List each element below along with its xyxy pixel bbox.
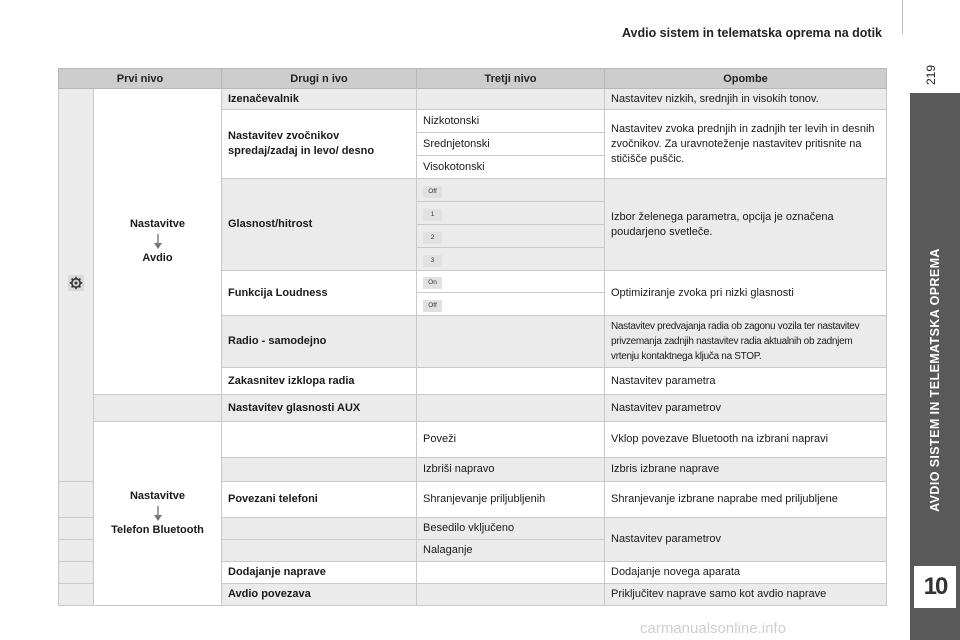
icon-column-spacer: [59, 482, 94, 518]
balance-option-mid: Srednjetonski: [417, 133, 605, 156]
volume-option-3-chip: 3: [423, 255, 442, 267]
table-header-row: [59, 69, 887, 89]
volume-option-3: [417, 248, 605, 271]
header-notes: Opombe: [605, 69, 887, 89]
header-divider: [902, 0, 903, 34]
delay-note: Nastavitev parametra: [605, 368, 887, 395]
bt-delete-device: Izbriši napravo: [417, 458, 605, 482]
icon-column-spacer: [59, 584, 94, 606]
bt-level2-empty: [222, 540, 417, 562]
bt-connect: Poveži: [417, 422, 605, 458]
settings-gear-icon: [68, 275, 84, 291]
bt-level2-empty: [222, 422, 417, 458]
balance-note: Nastavitev zvoka prednjih in zadnjih ter levih in desnih zvočnikov. Za uravnoteženje nastavitev pritisnite na stičišče puščic.: [605, 110, 887, 179]
delay-level3-empty: [417, 368, 605, 395]
arrow-down-icon: [153, 506, 163, 522]
page-header-title: Avdio sistem in telematska oprema na dotik: [621, 26, 882, 40]
loudness-option-on-chip: On: [423, 277, 442, 289]
aux-note: Nastavitev parametrov: [605, 395, 887, 422]
loudness-note: Optimiziranje zvoka pri nizki glasnosti: [605, 271, 887, 316]
bt-save-favorites: Shranjevanje priljubljenih: [417, 482, 605, 518]
bt-delete-device-note: Izbris izbrane naprave: [605, 458, 887, 482]
level1-audio-bottom: Avdio: [142, 252, 173, 264]
bt-level2-empty: [222, 458, 417, 482]
equalizer-label: Izenačevalnik: [222, 89, 417, 110]
header-level2: Drugi n ivo: [222, 69, 417, 89]
volume-option-off-chip: Off: [423, 186, 442, 198]
balance-label: Nastavitev zvočnikov spredaj/zadaj in levo/ desno: [222, 110, 417, 179]
volume-option-1-chip: 1: [423, 209, 442, 221]
volume-option-1: [417, 202, 605, 225]
volume-option-2: [417, 225, 605, 248]
volume-option-2-chip: 2: [423, 232, 442, 244]
arrow-down-icon: [153, 234, 163, 250]
chapter-number: 10: [914, 566, 956, 608]
add-device-level3-empty: [417, 562, 605, 584]
audio-link-note: Priključitev naprave samo kot avdio naprave: [605, 584, 887, 606]
icon-column-spacer: [59, 562, 94, 584]
volume-note: Izbor želenega parametra, opcija je označena poudarjeno svetleče.: [605, 179, 887, 271]
page-number: 219: [924, 64, 938, 86]
level1-audio-spacer: [94, 395, 222, 422]
bt-text-enabled-note: Nastavitev parametrov: [605, 518, 887, 562]
delay-label: Zakasnitev izklopa radia: [222, 368, 417, 395]
radio-auto-note: Nastavitev predvajanja radia ob zagonu vozila ter nastavitev privzemanja zadnjih nastavitev radia aktualnih ob zadnjem vrtenju kontaktnega ključa na STOP.: [605, 316, 887, 368]
table-row: [59, 422, 887, 458]
bt-level2-empty: [222, 518, 417, 540]
loudness-option-off: [417, 293, 605, 316]
loudness-option-off-chip: Off: [423, 300, 442, 312]
table-row: [59, 89, 887, 110]
volume-option-off: [417, 179, 605, 202]
settings-menu-table: [58, 68, 887, 606]
bt-text-enabled: Besedilo vključeno: [417, 518, 605, 540]
settings-icon-cell: [59, 89, 94, 482]
watermark: carmanualsonline.info: [640, 620, 786, 637]
table-row: [59, 395, 887, 422]
balance-option-low: Nizkotonski: [417, 110, 605, 133]
balance-option-high: Visokotonski: [417, 156, 605, 179]
radio-auto-label: Radio - samodejno: [222, 316, 417, 368]
bt-save-favorites-note: Shranjevanje izbrane naprabe med priljubljene: [605, 482, 887, 518]
add-device-note: Dodajanje novega aparata: [605, 562, 887, 584]
level1-bluetooth-settings: [94, 422, 222, 606]
icon-column-spacer: [59, 540, 94, 562]
level1-audio-top: Nastavitve: [129, 218, 186, 230]
audio-link-label: Avdio povezava: [222, 584, 417, 606]
header-level3: Tretji nivo: [417, 69, 605, 89]
bt-loading: Nalaganje: [417, 540, 605, 562]
loudness-label: Funkcija Loudness: [222, 271, 417, 316]
chapter-title: AVDIO SISTEM IN TELEMATSKA OPREMA: [928, 248, 942, 512]
aux-label: Nastavitev glasnosti AUX: [222, 395, 417, 422]
audio-link-level3-empty: [417, 584, 605, 606]
loudness-option-on: [417, 271, 605, 293]
paired-phones-label: Povezani telefoni: [222, 482, 417, 518]
header-level1: Prvi nivo: [59, 69, 222, 89]
bt-connect-note: Vklop povezave Bluetooth na izbrani napravi: [605, 422, 887, 458]
volume-label: Glasnost/hitrost: [222, 179, 417, 271]
equalizer-level3-empty: [417, 89, 605, 110]
radio-auto-level3-empty: [417, 316, 605, 368]
level1-bluetooth-bottom: Telefon Bluetooth: [111, 524, 204, 536]
aux-level3-empty: [417, 395, 605, 422]
icon-column-spacer: [59, 518, 94, 540]
add-device-label: Dodajanje naprave: [222, 562, 417, 584]
level1-audio-settings: [94, 89, 222, 395]
level1-bluetooth-top: Nastavitve: [129, 490, 186, 502]
equalizer-note: Nastavitev nizkih, srednjih in visokih tonov.: [605, 89, 887, 110]
